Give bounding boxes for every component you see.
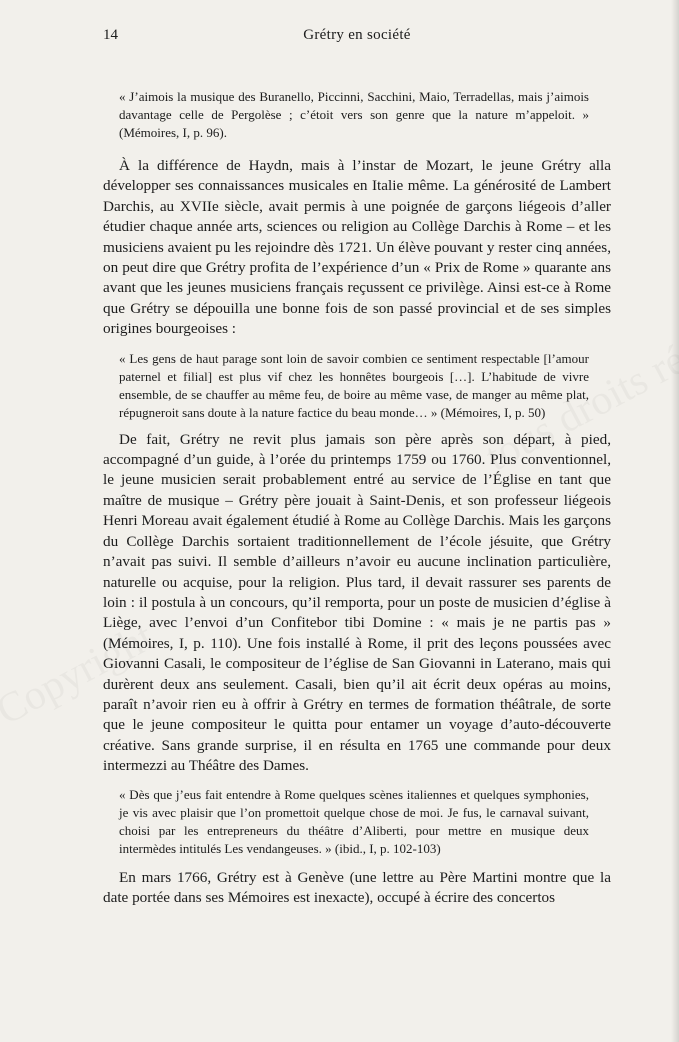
paragraph-3: En mars 1766, Grétry est à Genève (une lettre au Père Martini montre que la date portée dans ses Mémoires est inexacte), occupé à écrire des concertos (103, 868, 611, 906)
running-head: Grétry en société (303, 27, 411, 43)
paragraph-1: À la différence de Haydn, mais à l’instar de Mozart, le jeune Grétry alla développer ses connaissances musicales en Italie même. La générosité de Lambert Darchis, au XVIIe siècle, avait permis à une poignée de garçons liégeois d’aller étudier chaque année arts, sciences ou religion au Collège Darchis à Rome – et les musiciens avaient pu les rejoindre dès 1721. Un élève pouvant y rester cinq années, on peut dire que Grétry profita de l’expérience d’un « Prix de Rome » quarante ans avant que les jeunes musiciens français reçussent ce privilège. Ainsi est-ce à Rome que Grétry se dépouilla une bonne fois de son passé provincial et de ses simples origines bourgeoises : (103, 157, 611, 338)
page-header (103, 27, 611, 51)
block-quote-3: « Dès que j’eus fait entendre à Rome quelques scènes italiennes et quelques symphonies, je vis avec plaisir que l’on promettoit quelque chose de moi. Je fus, le carnaval suivant, choisi par les entrepreneurs du théâtre d’Aliberti, pour mettre en musique deux intermèdes intitulés Les vendangeuses. » (ibid., I, p. 102-103) (119, 786, 589, 856)
block-quote-1: « J’aimois la musique des Buranello, Piccinni, Sacchini, Maio, Terradellas, mais j’aimois davantage celle de Pergolèse ; c’étoit vers son genre que la nature m’appeloit. » (Mémoires, I, p. 96). (119, 89, 589, 140)
page-body (103, 88, 611, 908)
block-quote-2: « Les gens de haut parage sont loin de savoir combien ce sentiment respectable [l’amour paternel et filial] est plus vif chez les honnêtes bourgeois […]. L’habitude de vivre ensemble, de se chauffer au même feu, de boire au même vase, de manger au même plat, répugneroit sans doute à la nature factice du beau monde… » (Mémoires, I, p. 50) (119, 350, 589, 420)
page-edge-shadow (671, 0, 679, 1042)
paragraph-2: De fait, Grétry ne revit plus jamais son père après son départ, à pied, accompagné d’un guide, à l’orée du printemps 1759 ou 1760. Plus conventionnel, le jeune musicien serait probablement entré au service de l’Église en tant que maître de musique – Grétry père jouait à Saint-Denis, et son professeur liégeois Henri Moreau avait également étudié à Rome au Collège Darchis. Mais les garçons du Collège Darchis sortaient traditionnellement de l’école jésuite, que Grétry n’avait pas suivi. Il semble d’ailleurs n’avoir eu aucune inclination particulière, naturelle ou acquise, pour la religion. Plus tard, il devait rassurer ses parents de loin : il postula à un concours, qu’il remporta, pour un poste de musicien d’église à Liège, avec l’envoi d’un Confitebor tibi Domine : « mais je ne partis pas » (Mémoires, I, p. 110). Une fois installé à Rome, il prit des leçons poussées avec Giovanni Casali, le compositeur de l’église de San Giovanni in Laterano, mais qui durèrent deux ans seulement. Casali, bien qu’il ait écrit deux opéras au moins, paraît n’avoir rien eu à offrir à Grétry en termes de formation théâtrale, de sorte que le jeune compositeur le quitta pour entamer un voyage d’auto-découverte créative. Sans grande surprise, il en résulta en 1765 une commande pour deux intermezzi au Théâtre des Dames. (103, 430, 611, 775)
page-number: 14 (103, 27, 118, 43)
